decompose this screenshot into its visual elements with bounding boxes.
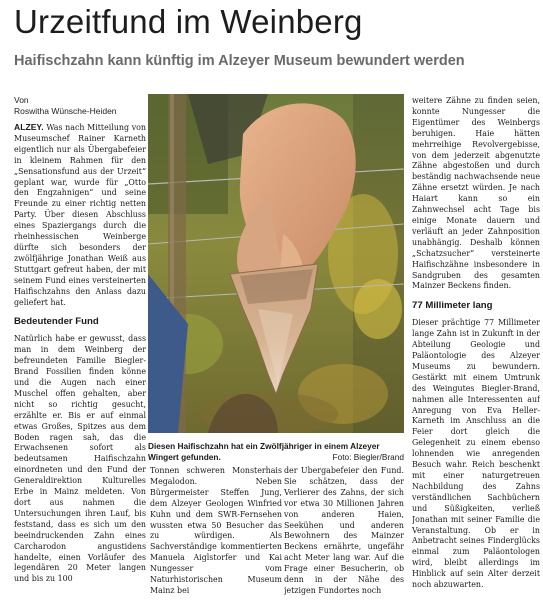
intro-paragraph bbox=[14, 122, 146, 308]
body-paragraph: Dieser prächtige 77 Millimeter lange Zahn ist in Zukunft in der Abteilung Geologie und Paläontologie des Alzeyer Museums zu bewundern. Gestärkt mit einem Umtrunk des Weingutes Biegler-Brand, nahmen alle Interessenten auf Anregung von Eva Heller-Karneth im Anschluss an die Feier dort gleich die Gelegenheit zu einem ebenso lohnenden wie anregenden Besuch wahr. Reich beschenkt mit einer naturgetreuen Nachbildung des Zahns verständlichen Sachbüchern und Süßigkeiten, verließ Jonathan mit seiner Familie die Veranstaltung. Ob er in Anbetracht seines Finderglücks einmal zum Paläontologen wird, bleibt allerdings im Hinblick auf sein Alter derzeit noch abzuwarten. bbox=[412, 318, 540, 590]
article-photo bbox=[148, 94, 404, 433]
photo-credit: Foto: Biegler/Brand bbox=[332, 451, 404, 462]
article-column-2 bbox=[150, 466, 282, 600]
section-heading-fund: Bedeutender Fund bbox=[14, 316, 99, 328]
dateline: ALZEY. bbox=[14, 122, 44, 132]
subheadline: Haifischzahn kann künftig im Alzeyer Museum bewundert werden bbox=[14, 53, 465, 69]
body-paragraph: Natürlich habe er gewusst, dass man in dem Weinberg der befreundeten Familie Biegler-Brand Fossilien finden könne und die Augen nach einer Muschel offen gehalten, aber nicht so richtig gesucht, erzählte er. Bis er auf einmal etwas Großes, Spitzes aus dem Boden ragen sah, das die Erwachsenen sofort als bedeutsamen Haifischzahn einordneten und den Fund der Generaldirektion Kulturelles Erbe in Mainz meldeten. Von dort aus nahmen die Untersuchungen ihren Lauf, bis feststand, dass es sich um den beeindruckenden Zahn eines Carcharodon angustidens handelte, einen Vorläufer des legendären 20 Meter langen und bis zu 100 bbox=[14, 334, 146, 584]
article-column-4 bbox=[412, 96, 540, 600]
intro-text: Was nach Mitteilung von Museumschef Rainer Karneth eigentlich nur als Übergabefeier in kleinem Rahmen für den „Sensationsfund aus der Urzeit“ geplant war, wurde für „Otto den Engzahnigen“ und seine Freunde zu einer richtig netten Party. Über diesen Abschluss eines Spaziergangs durch die rheinhessischen Weinberge dürfte sich besonders der zwölfjährige Jonathan Weiß aus Stuttgart gefreut haben, der mit seinem Fund eines versteinerten Haifischzahns den Anlass dazu geliefert hat. bbox=[14, 123, 146, 307]
photo-caption bbox=[148, 441, 404, 462]
caption-text: Diesen Haifischzahn hat ein Zwölfjähriger in einem Alzeyer Wingert gefunden. bbox=[148, 441, 380, 462]
headline: Urzeitfund im Weinberg bbox=[14, 3, 363, 40]
body-paragraph: der Übergabefeier den Fund. Sie schätzen, dass der Verlierer des Zahns, der sich vor etwa 30 Millionen Jahren von anderen Haien, Seekühen und anderen Bewohnern des Mainzer Beckens ernährte, ungefähr acht Meter lang war. Auf die Frage einer Besucherin, ob denn in der Nähe des jetzigen Fundortes noch bbox=[284, 466, 404, 595]
byline bbox=[14, 95, 144, 117]
byline-prefix: Von bbox=[14, 95, 29, 105]
section-heading-length: 77 Millimeter lang bbox=[412, 300, 493, 312]
article-column-3 bbox=[284, 466, 404, 600]
body-paragraph: weitere Zähne zu finden seien, konnte Nungesser die Eigentümer des Weinbergs beruhigen. Haie hätten mehrreihige Revolvergebisse, von dem jederzeit abgenutzte Zähne abgestoßen und durch beständig nachwachsende neue Zähne ersetzt würden. Je nach Haiart kann so ein Zahnwechsel acht Tage bis einige Monate dauern und verläuft an jeder Zahnposition unabhängig. Deshalb können „Schatzsucher“ versteinerte Haifischzähne insbesondere in Sandgruben des gesamten Mainzer Beckens finden. bbox=[412, 96, 540, 291]
author-name: Roswitha Wünsche-Heiden bbox=[14, 106, 117, 116]
body-paragraph: Tonnen schweren Monsterhais Megalodon. Neben Bürgermeister Steffen Jung, dem Alzeyer Geologen Winfried Kuhn und dem SWR-Fernsehen wussten etwa 50 Besucher das zu würdigen. Als Sachverständige kommentierten Manuela Aiglstorfer und Kai Nungesser vom Naturhistorischen Museum Mainz bei bbox=[150, 466, 282, 595]
article-column-1 bbox=[14, 122, 146, 600]
